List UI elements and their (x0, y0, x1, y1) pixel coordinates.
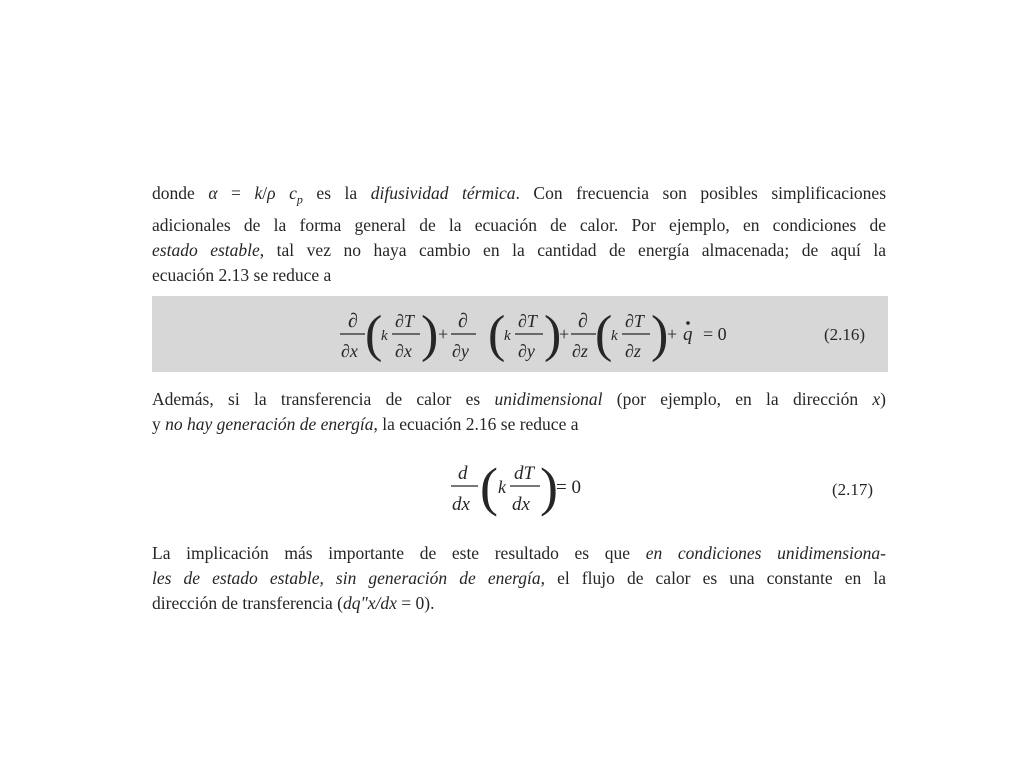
eq217-dx-1: dx (452, 494, 470, 515)
p3-line-3: dirección de transferencia (dq″x/dx = 0). (152, 593, 435, 613)
eq216-lparen-1: ( (365, 306, 383, 363)
p1-line-1: donde α = k/ρ $c_p$ es la difusividad térmica. Con frecuencia son posibles simplificaciones (152, 183, 887, 207)
eq216-lparen-2: ( (488, 306, 506, 363)
eq217-lparen: ( (480, 457, 498, 517)
eq216-plus-2: + (559, 324, 570, 344)
eq216-qdot: q (683, 324, 693, 345)
eq216-dz-1: ∂z (572, 341, 588, 361)
eq216-k-3: k (611, 328, 618, 344)
eq216-plus-1: + (438, 324, 449, 344)
eq216-dx-1: ∂x (341, 341, 358, 361)
equation-2-16-box (152, 296, 888, 372)
eq216-dT-1: ∂T (395, 311, 414, 331)
equation-2-16 (152, 296, 888, 372)
eq216-rparen-2: ) (544, 306, 562, 363)
eq217-d: d (458, 463, 468, 484)
paragraph-implication (152, 541, 886, 616)
p3-line-2: les de estado estable, sin generación de energía, el flujo de calor es una constante en la (152, 568, 886, 588)
eq216-k-1: k (381, 328, 388, 344)
eq217-dT: dT (514, 463, 535, 484)
eq217-equals-zero: = 0 (556, 477, 581, 498)
eq216-equals-zero: = 0 (703, 324, 727, 344)
eq217-dx-2: dx (512, 494, 530, 515)
p2-line-1: Además, si la transferencia de calor es unidimensional (por ejemplo, en la dirección x) (152, 389, 886, 409)
equation-2-17 (440, 455, 640, 525)
eq216-plus-3: + (667, 324, 678, 344)
eq216-rparen-3: ) (651, 306, 669, 363)
paragraph-one-dimensional (152, 387, 886, 437)
p1-line-2: adicionales de la forma general de la ecuación de calor. Por ejemplo, en condiciones de (152, 214, 886, 235)
eq216-dT-2: ∂T (518, 311, 537, 331)
p3-line-1: La implicación más importante de este resultado es que en condiciones unidimensiona- (152, 543, 886, 563)
eq216-partial-3: ∂ (578, 310, 588, 332)
eq216-k-2: k (504, 328, 511, 344)
p1-line-4: ecuación 2.13 se reduce a (152, 264, 332, 285)
eq216-lparen-3: ( (595, 306, 613, 363)
eq216-dz-2: ∂z (625, 341, 641, 361)
equation-number-2-17: (2.17) (832, 480, 874, 499)
p1-line-3: estado estable, tal vez no haya cambio en la cantidad de energía almacenada; de aquí la (152, 239, 886, 260)
eq216-partial-2: ∂ (458, 310, 468, 332)
p2-line-2: y no hay generación de energía, la ecuación 2.16 se reduce a (152, 414, 579, 434)
equation-number-2-16: (2.16) (824, 325, 866, 344)
eq216-dT-3: ∂T (625, 311, 644, 331)
eq216-dy-2: ∂y (518, 341, 535, 361)
eq216-dx-2: ∂x (395, 341, 412, 361)
eq217-rparen: ) (540, 457, 558, 517)
eq216-rparen-1: ) (421, 306, 439, 363)
eq216-dy-1: ∂y (452, 341, 469, 361)
paragraph-thermal-diffusivity (152, 181, 886, 288)
eq217-k: k (498, 477, 506, 497)
eq216-partial-1: ∂ (348, 310, 358, 332)
